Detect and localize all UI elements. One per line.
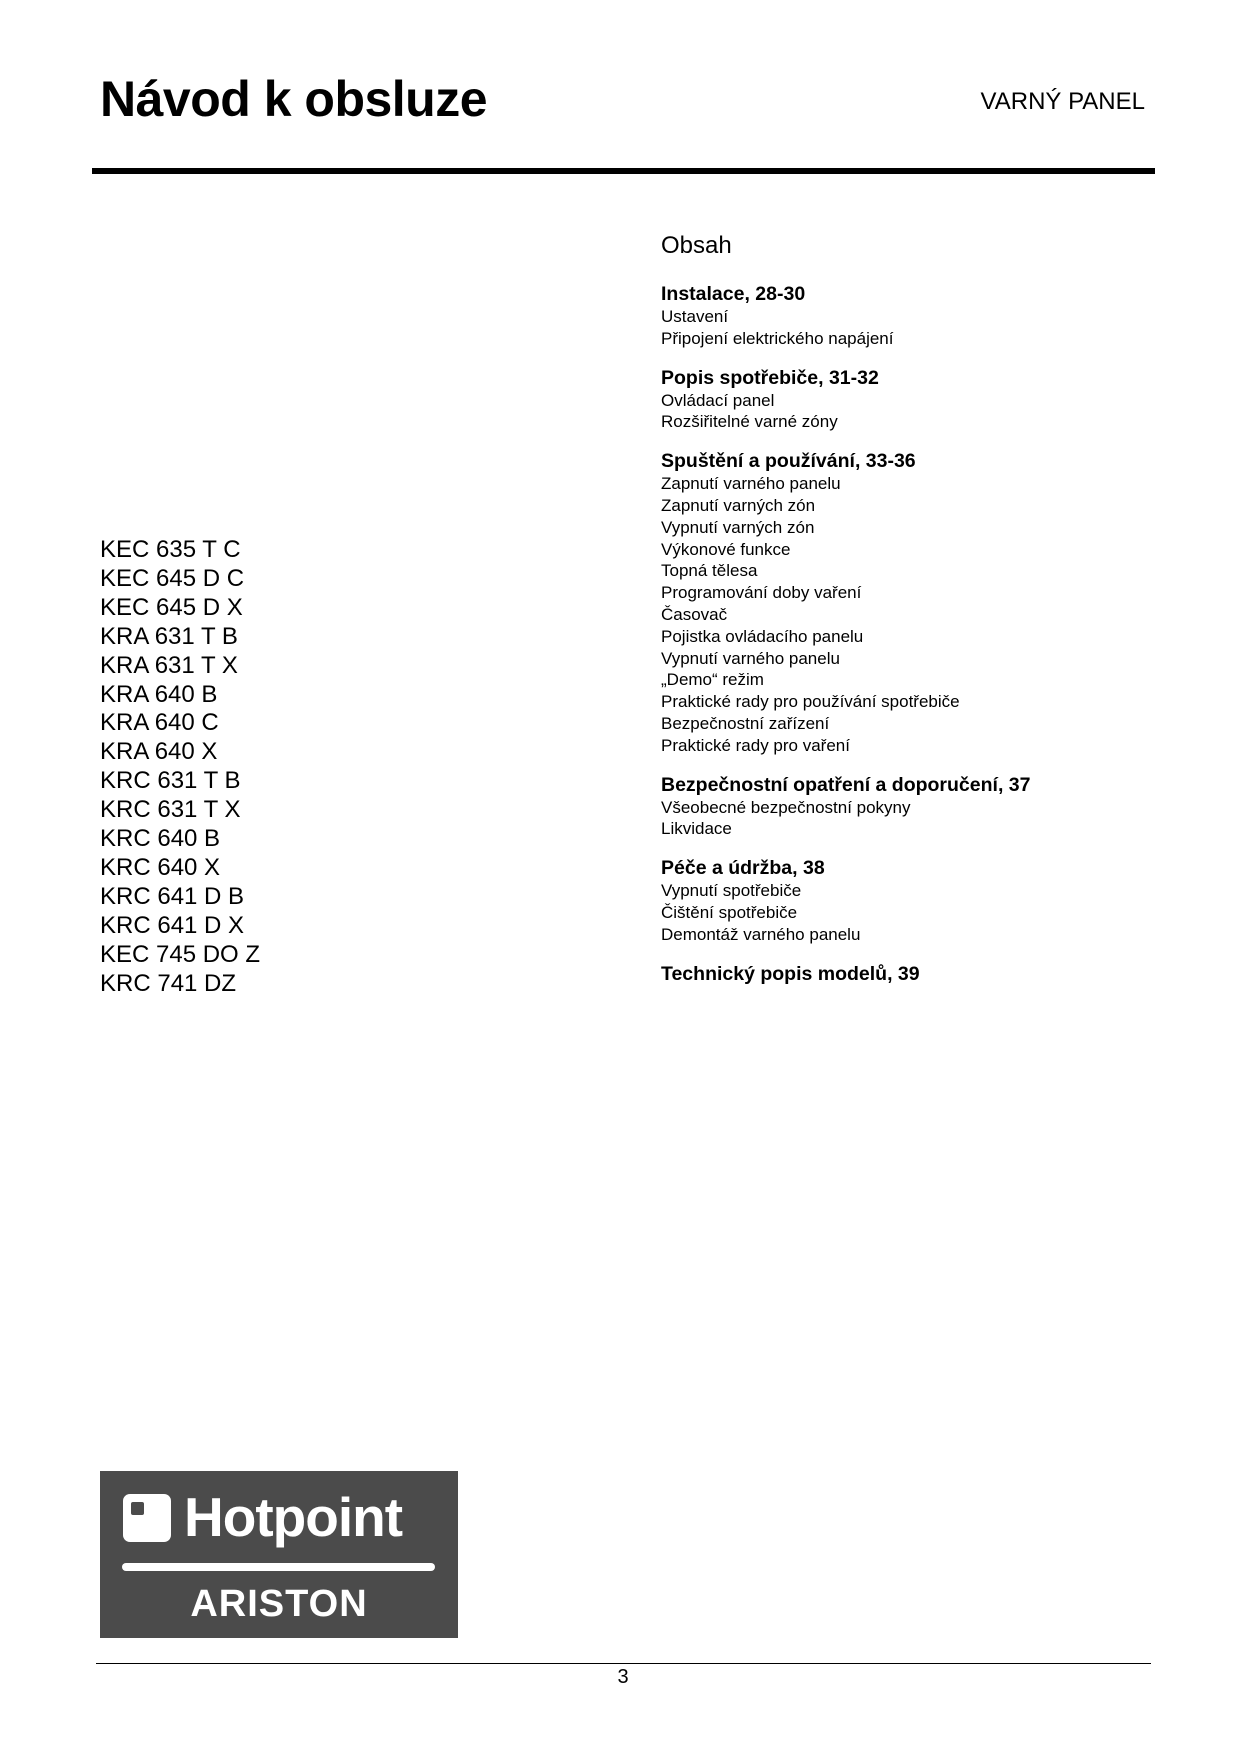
toc-item: Programování doby vaření bbox=[661, 583, 862, 603]
toc-item: Všeobecné bezpečnostní pokyny bbox=[661, 797, 911, 817]
model-name: KRC 640 B bbox=[100, 825, 221, 853]
toc-item: Praktické rady pro používání spotřebiče bbox=[661, 692, 960, 712]
model-name: KRA 640 B bbox=[100, 680, 218, 708]
logo-divider-bar bbox=[122, 1563, 435, 1571]
toc-section-title: Spuštění a používání, 33-36 bbox=[661, 450, 916, 473]
toc-section-title: Péče a údržba, 38 bbox=[661, 857, 825, 880]
model-name: KRC 631 T X bbox=[100, 796, 241, 824]
toc-section-title: Instalace, 28-30 bbox=[661, 283, 806, 305]
toc-item: Vypnutí varného panelu bbox=[661, 648, 840, 668]
logo-brand-text: Hotpoint bbox=[184, 1486, 403, 1548]
model-name: KRA 631 T X bbox=[100, 651, 238, 679]
toc-section bbox=[661, 366, 1181, 434]
toc-item: Likvidace bbox=[661, 819, 732, 839]
logo-square-icon bbox=[123, 1494, 171, 1542]
model-name: KEC 635 T C bbox=[100, 536, 241, 563]
model-list bbox=[100, 536, 260, 999]
model-name: KRC 641 D B bbox=[100, 882, 245, 910]
toc-section bbox=[661, 449, 1181, 756]
toc-item: Demontáž varného panelu bbox=[661, 924, 861, 944]
toc-item: Praktické rady pro vaření bbox=[661, 735, 850, 755]
toc-item: Pojistka ovládacího panelu bbox=[661, 626, 864, 646]
toc-section bbox=[661, 282, 1181, 350]
model-name: KRC 641 D X bbox=[100, 911, 245, 939]
toc-sections bbox=[661, 282, 1181, 986]
toc-item: Ustavení bbox=[661, 307, 729, 326]
toc-item: Bezpečnostní zařízení bbox=[661, 713, 830, 733]
toc-item: „Demo“ režim bbox=[661, 670, 764, 690]
toc-heading: Obsah bbox=[661, 232, 732, 259]
toc-item: Vypnutí spotřebiče bbox=[661, 881, 802, 901]
model-name: KRA 631 T B bbox=[100, 622, 238, 650]
model-name: KRA 640 C bbox=[100, 709, 219, 737]
model-name: KRA 640 X bbox=[100, 738, 218, 766]
toc-section-title: Popis spotřebiče, 31-32 bbox=[661, 366, 879, 389]
toc-section-title: Bezpečnostní opatření a doporučení, 37 bbox=[661, 773, 1031, 796]
toc-item: Zapnutí varných zón bbox=[661, 495, 816, 515]
toc-item: Časovač bbox=[661, 604, 728, 624]
document-title: Návod k obsluze bbox=[100, 71, 488, 127]
footer-divider bbox=[96, 1663, 1151, 1664]
model-name: KRC 741 DZ bbox=[100, 969, 237, 997]
toc-item: Zapnutí varného panelu bbox=[661, 474, 841, 494]
model-name: KRC 631 T B bbox=[100, 767, 241, 795]
toc-item: Ovládací panel bbox=[661, 390, 775, 410]
model-name: KEC 745 DO Z bbox=[100, 940, 261, 968]
toc-item: Připojení elektrického napájení bbox=[661, 328, 894, 348]
toc-item: Rozšiřitelné varné zóny bbox=[661, 412, 838, 432]
hotpoint-ariston-logo bbox=[100, 1471, 458, 1638]
toc-section-title: Technický popis modelů, 39 bbox=[661, 962, 920, 985]
page-number: 3 bbox=[617, 1666, 629, 1688]
logo-sub-text: ARISTON bbox=[190, 1583, 368, 1625]
product-category: VARNÝ PANEL bbox=[980, 88, 1145, 115]
toc-item: Čištění spotřebiče bbox=[661, 902, 798, 922]
header-divider bbox=[92, 168, 1155, 174]
toc-section bbox=[661, 856, 1181, 945]
model-name: KRC 640 X bbox=[100, 853, 221, 881]
toc-item: Vypnutí varných zón bbox=[661, 517, 815, 537]
table-of-contents bbox=[661, 232, 1181, 1002]
toc-section bbox=[661, 773, 1181, 841]
model-name: KEC 645 D X bbox=[100, 593, 243, 621]
toc-item: Topná tělesa bbox=[661, 561, 758, 581]
toc-section bbox=[661, 962, 1181, 986]
model-name: KEC 645 D C bbox=[100, 564, 245, 592]
toc-item: Výkonové funkce bbox=[661, 539, 791, 559]
